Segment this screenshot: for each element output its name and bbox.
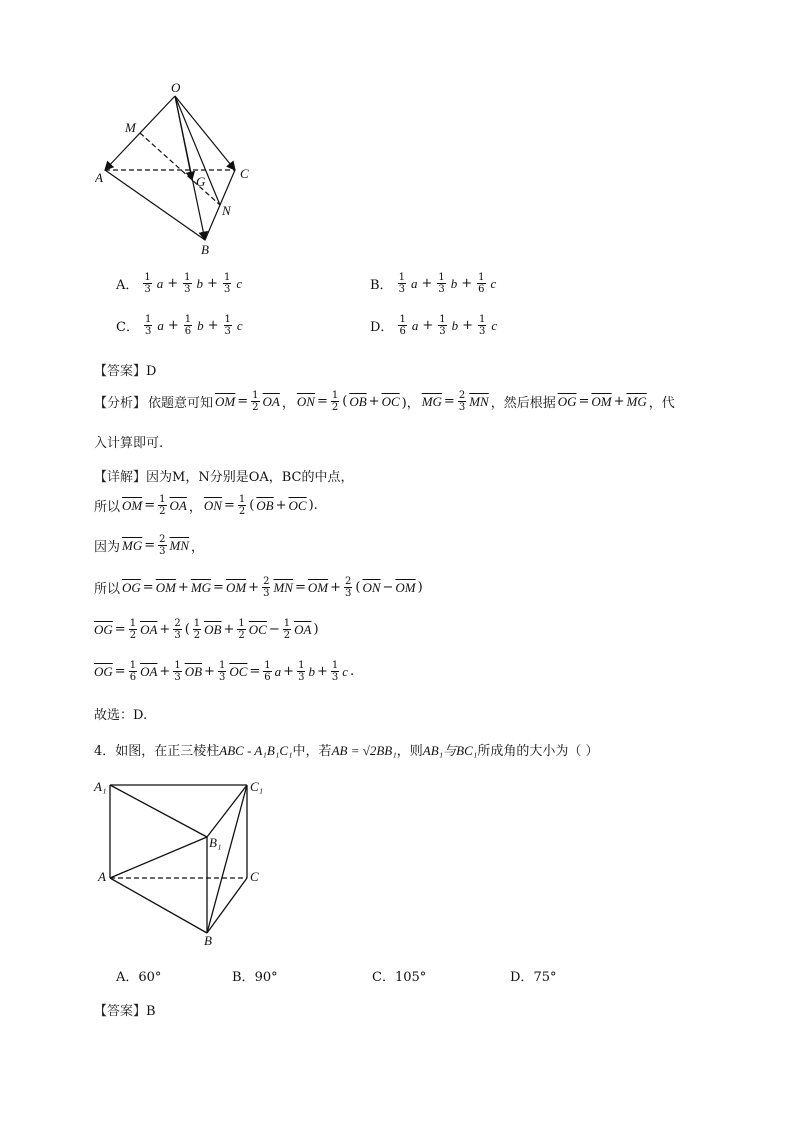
q4-stem: 4．如图，在正三棱柱ABC - A₁B₁C₁中，若AB = √2BB₁，则AB₁与BC₁所成角的大小为（ ） <box>94 743 599 759</box>
label-C: C <box>240 166 249 181</box>
q3-option-a: A． $\frac{1}{3}$ a + $\frac{1}{3}$ b + $\frac{1}{3}$ c <box>116 272 243 295</box>
label-G: G <box>196 174 206 189</box>
q3-option-c: C． $\frac{1}{3}$ a + $\frac{1}{6}$ b + $\frac{1}{3}$ c <box>116 314 243 337</box>
q3-detail-line5: $\overline{OG}$ = $\frac{1}{6}$ $\overline{OA}$ + $\frac{1}{3}$ $\overline{OB}$ + $\frac{1}{3}$ $\overline{OC}$ = $\frac{1}{6}$ a + $\frac{1}{3}$ b + $\frac{1}{3}$ c . <box>94 660 355 683</box>
label-B: B <box>201 242 209 257</box>
label-B1: B₁ <box>209 835 222 850</box>
q4-option-d: D．75° <box>510 970 557 985</box>
label-M: M <box>125 120 136 135</box>
q3-detail-line2: 因为 $\overline{MG}$ = $\frac{2}{3}$ $\overline{MN}$ ， <box>94 534 205 557</box>
q4-option-b: B．90° <box>232 970 278 985</box>
q3-analysis: 【分析】 依题意可知 $\overline{OM}$ = $\frac{1}{2}$ $\overline{OA}$ ， $\overline{ON}$ = $\frac{1}{2}$ ( $\overline{OB}$ + $\overline{OC}$ )， $\overline{MG}$ = $\frac{2}{3}$ $\overline{MN}$ ，然后根据 $\overline{OG}$ = $\overline{OM}$ + $\overline{MG}$ ，代 <box>94 390 675 413</box>
label-C1: C₁ <box>250 779 264 794</box>
q3-detail-line1: 所以 $\overline{OM}$ = $\frac{1}{2}$ $\overline{OA}$ ， $\overline{ON}$ = $\frac{1}{2}$ ( $\overline{OB}$ + $\overline{OC}$ ). <box>94 494 318 517</box>
label-A: A <box>98 869 106 884</box>
q3-option-d: D． $\frac{1}{6}$ a + $\frac{1}{3}$ b + $\frac{1}{3}$ c <box>370 314 498 337</box>
q3-detail-line3: 所以 $\overline{OG}$ = $\overline{OM}$ + $\overline{MG}$ = $\overline{OM}$ + $\frac{2}{3}$ $\overline{MN}$ = $\overline{OM}$ + $\frac{2}{3}$ ( $\overline{ON}$ − $\overline{OM}$ ) <box>94 576 423 599</box>
label-C: C <box>250 869 259 884</box>
q4-option-a: A．60° <box>116 970 162 985</box>
label-A: A <box>95 170 103 185</box>
label-A1: A₁ <box>94 779 107 794</box>
q3-conclusion: 故选：D. <box>94 708 148 723</box>
q3-answer: 【答案】D <box>94 364 157 379</box>
q4-answer: 【答案】B <box>94 1004 156 1019</box>
label-B: B <box>204 933 212 948</box>
q3-option-b: B． $\frac{1}{3}$ a + $\frac{1}{3}$ b + $\frac{1}{6}$ c <box>370 272 497 295</box>
tetrahedron-figure <box>95 82 265 262</box>
label-N: N <box>222 203 231 218</box>
q3-detail-line4: $\overline{OG}$ = $\frac{1}{2}$ $\overline{OA}$ + $\frac{2}{3}$ ( $\frac{1}{2}$ $\overline{OB}$ + $\frac{1}{2}$ $\overline{OC}$ − $\frac{1}{2}$ $\overline{OA}$ ) <box>94 618 319 641</box>
prism-figure <box>92 775 272 950</box>
label-O: O <box>171 82 181 95</box>
q3-detail: 【详解】因为M，N分别是OA，BC的中点， <box>94 470 354 485</box>
q4-option-c: C．105° <box>372 970 427 985</box>
q3-analysis-line2: 入计算即可. <box>94 436 164 451</box>
